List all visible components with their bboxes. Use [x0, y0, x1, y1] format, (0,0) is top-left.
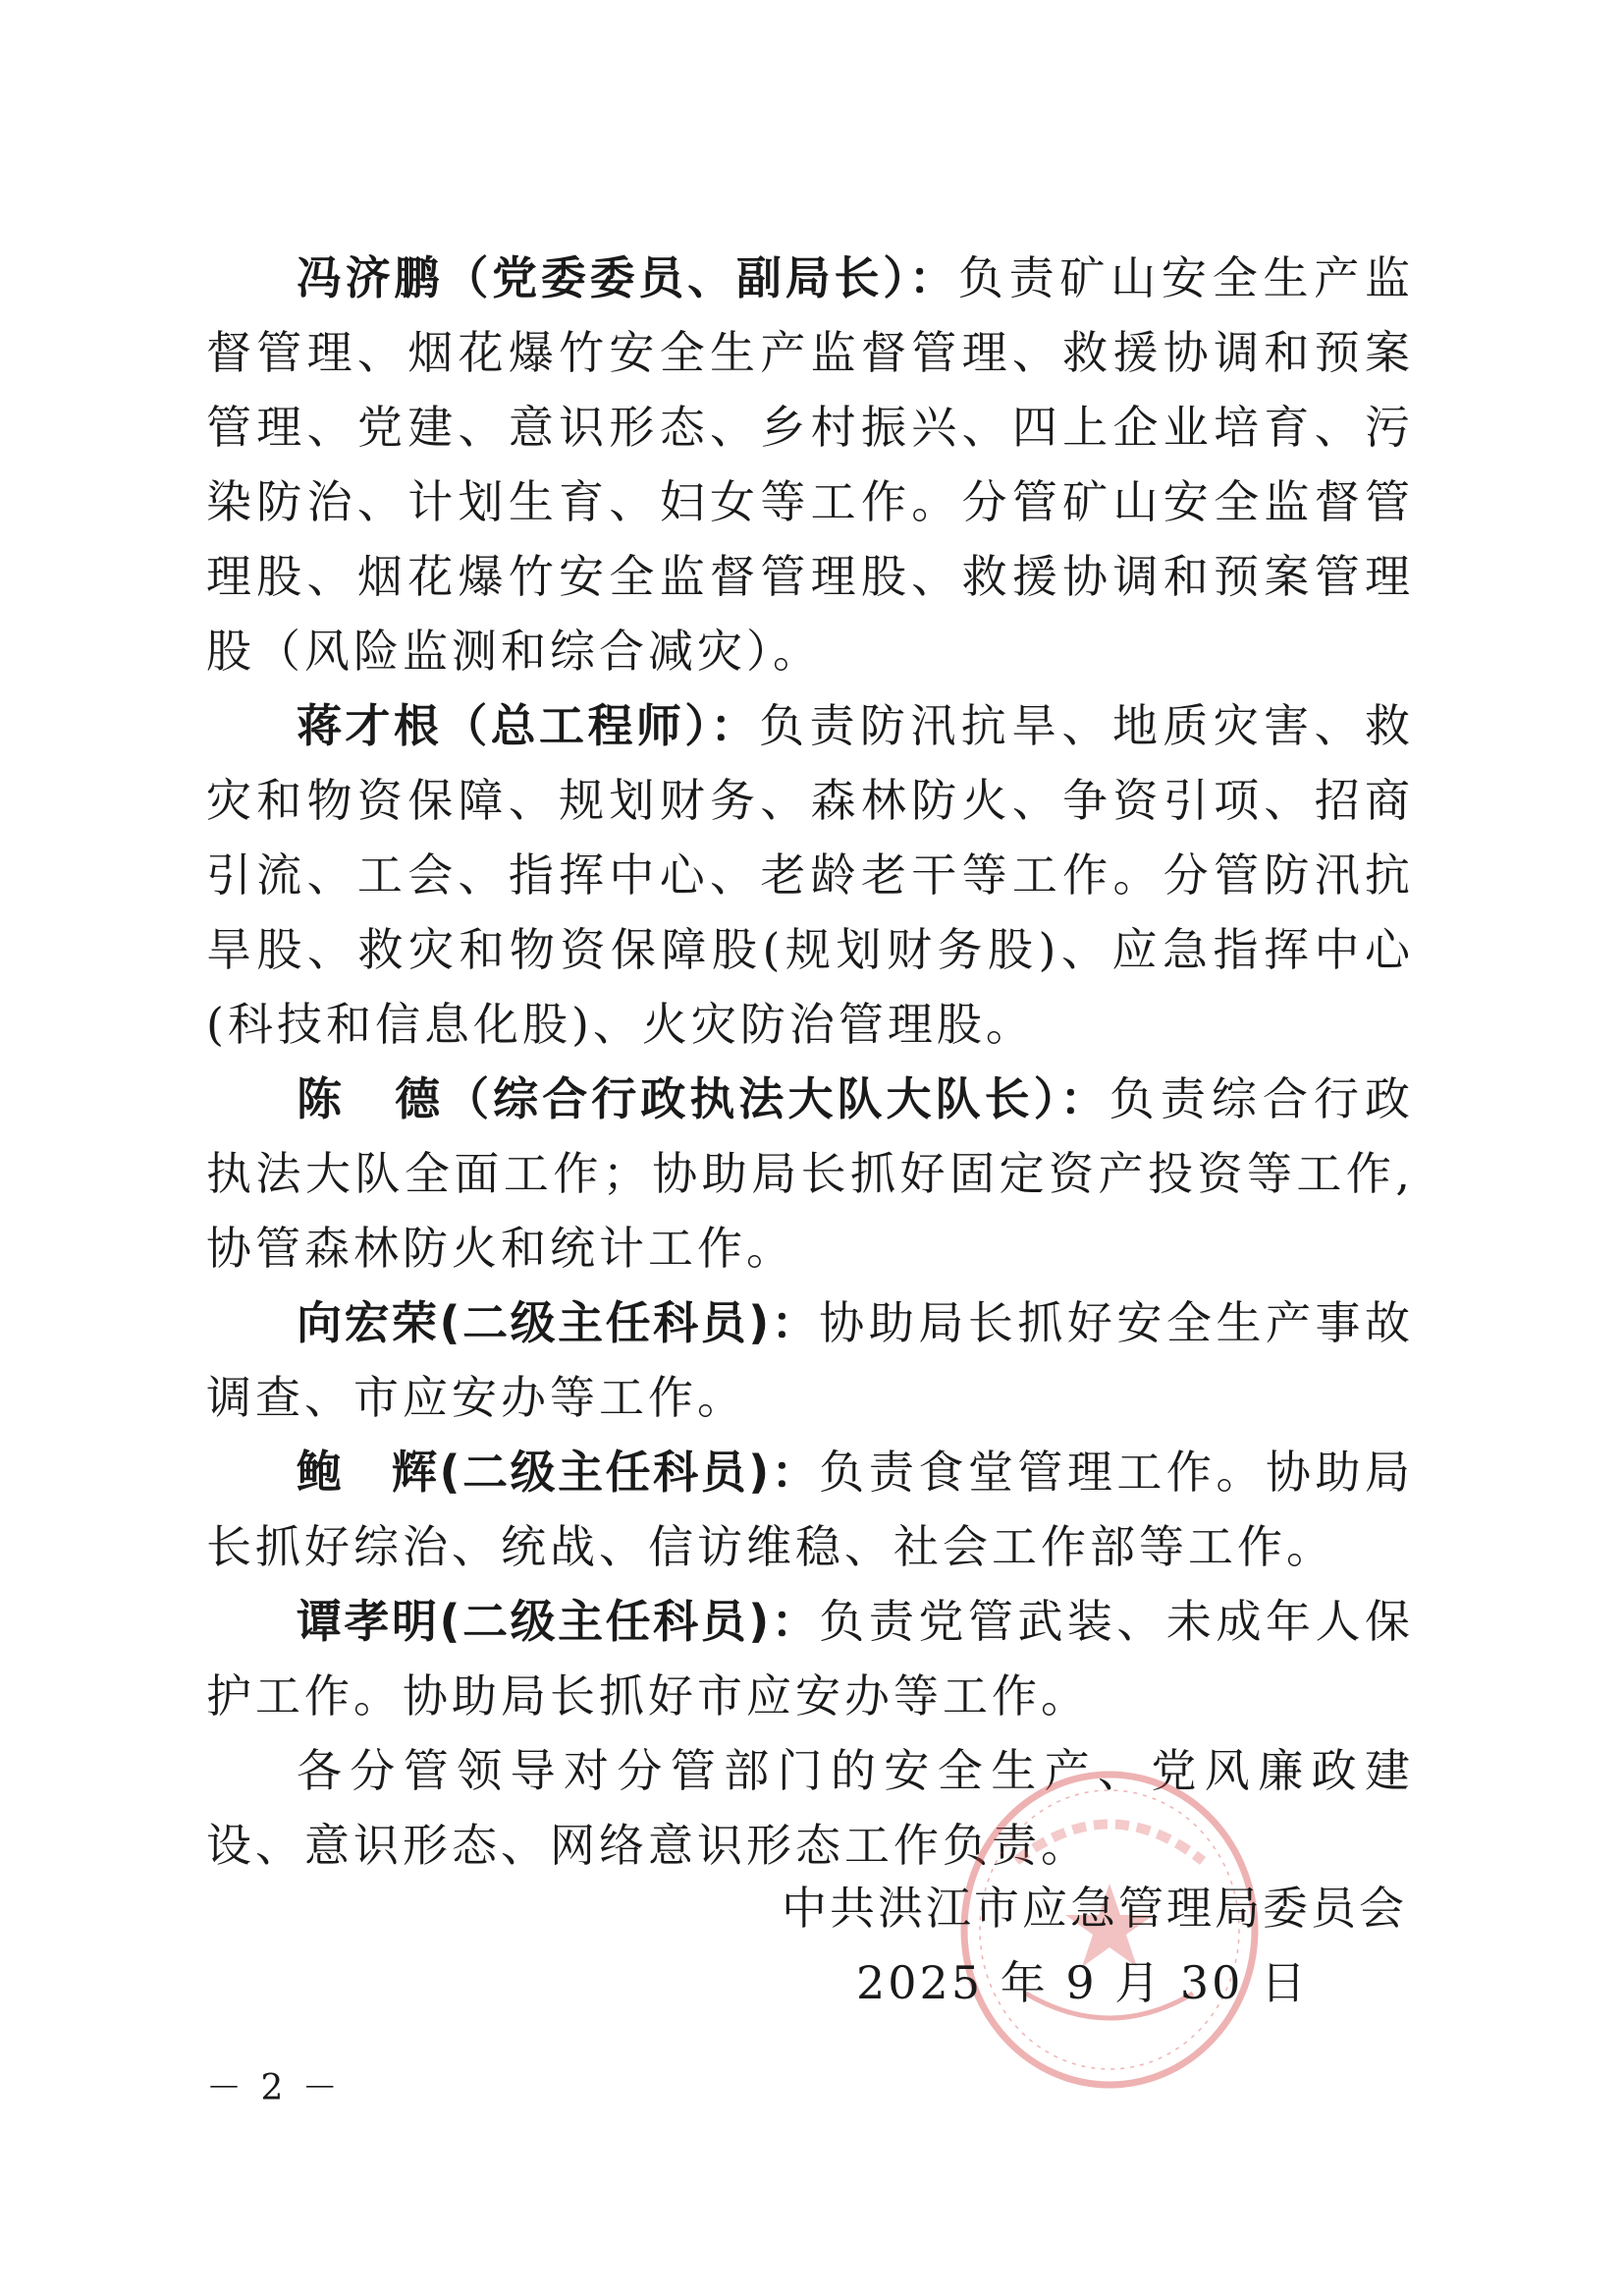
paragraph-jiang-caigen [206, 688, 1414, 1062]
paragraph-tan-xiaoming [206, 1584, 1414, 1733]
signing-date: 2025 年 9 月 30 日 [856, 1956, 1309, 2009]
paragraph-responsibility-summary [206, 1733, 1414, 1883]
person-title: 向宏荣(二级主任科员)： [297, 1296, 820, 1349]
duty-text: 负责防汛抗旱、地质灾害、救灾和物资保障、规划财务、森林防火、争资引项、招商引流、工会、指挥中心、老龄老干等工作。分管防汛抗旱股、救灾和物资保障股(规划财务股)、应急指挥中心(科技和信息化股)、火灾防治管理股。 [206, 699, 1415, 1051]
document-body [206, 241, 1414, 1883]
duty-text: 负责党管武装、未成年人保护工作。协助局长抓好市应安办等工作。 [206, 1595, 1415, 1722]
duty-text: 负责综合行政执法大队全面工作；协助局长抓好固定资产投资等工作,协管森林防火和统计工作。 [206, 1072, 1415, 1275]
person-title: 蒋才根（总工程师）： [297, 699, 760, 752]
person-title: 陈 德（综合行政执法大队大队长）： [297, 1072, 1109, 1125]
duty-text: 负责矿山安全生产监督管理、烟花爆竹安全生产监督管理、救援协调和预案管理、党建、意识形态、乡村振兴、四上企业培育、污染防治、计划生育、妇女等工作。分管矿山安全监督管理股、烟花爆竹安全监督管理股、救援协调和预案管理股（风险监测和综合减灾）。 [206, 251, 1415, 678]
page-number: － 2 － [206, 2068, 342, 2108]
signing-organization: 中共洪江市应急管理局委员会 [782, 1882, 1407, 1935]
signature-block [782, 1871, 1407, 2020]
paragraph-bao-hui [206, 1435, 1414, 1584]
person-title: 谭孝明(二级主任科员)： [297, 1595, 820, 1648]
paragraph-feng-jipeng [206, 241, 1414, 688]
person-title: 冯济鹏（党委委员、副局长）： [297, 251, 958, 304]
summary-text: 各分管领导对分管部门的安全生产、党风廉政建设、意识形态、网络意识形态工作负责。 [206, 1744, 1414, 1872]
duty-text: 负责食堂管理工作。协助局长抓好综治、统战、信访维稳、社会工作部等工作。 [206, 1446, 1415, 1573]
paragraph-xiang-hongrong [206, 1285, 1414, 1435]
duty-text: 协助局长抓好安全生产事故调查、市应安办等工作。 [206, 1296, 1415, 1424]
person-title: 鲍 辉(二级主任科员)： [297, 1446, 820, 1499]
paragraph-chen-de [206, 1062, 1414, 1285]
